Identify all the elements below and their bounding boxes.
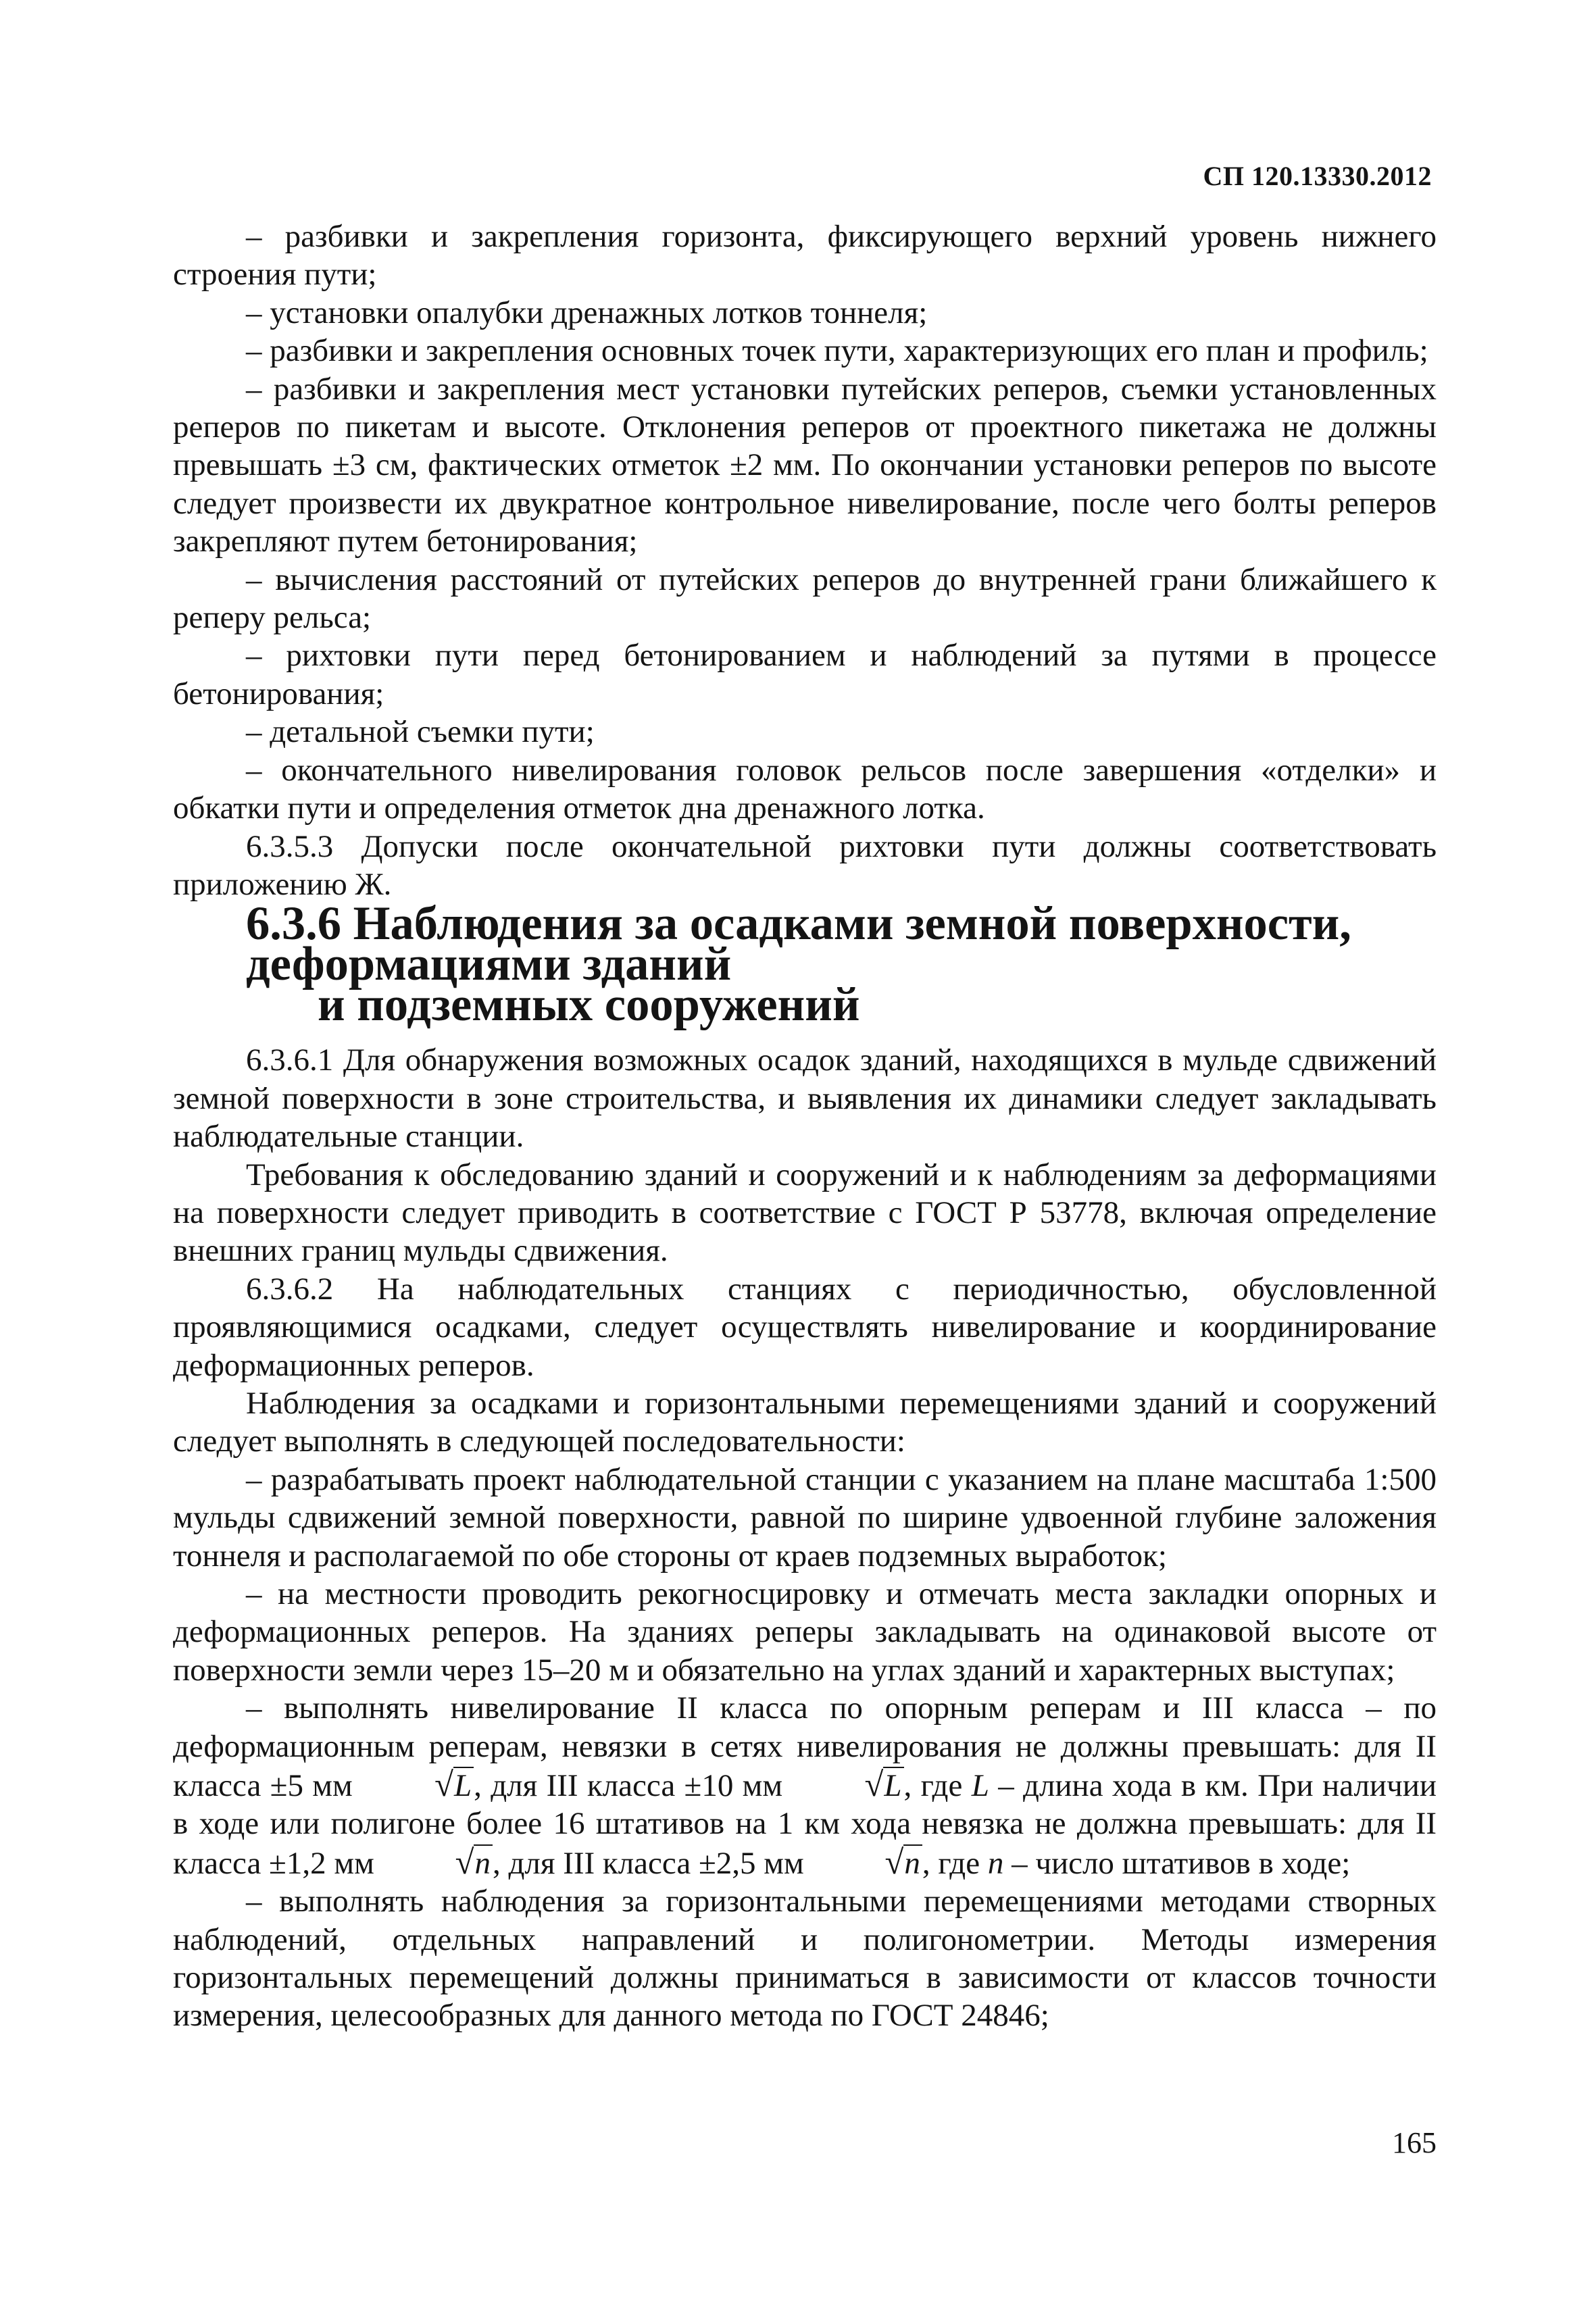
section-heading-line-2: и подземных сооружений bbox=[318, 978, 860, 1032]
text-run: , где bbox=[922, 1845, 980, 1881]
list-item: – разбивки и закрепления основных точек пути, характеризующих его план и профиль; bbox=[246, 333, 1428, 369]
list-item: – выполнять наблюдения за горизонтальными перемещениями методами створных наблюдений, отдельных направлений и полигонометрии. Методы измерения горизонтальных перемещений должны приниматься в зависимости от классов точности измерения, целесообразных для данного метода по ГОСТ 24846; bbox=[173, 1884, 1437, 2034]
text-run: , для III класса ±10 мм bbox=[474, 1768, 783, 1804]
text-run: – длина хода в км. При наличии в ходе или полигоне более 16 штативов на 1 км хода невязка не должна превышать: для II класса ±1,2 мм bbox=[173, 1768, 1437, 1881]
section-heading bbox=[173, 897, 1437, 1032]
clause-6-3-5-3: 6.3.5.3 Допуски после окончательной рихтовки пути должны соответствовать приложению Ж. bbox=[173, 828, 1437, 902]
variable-n: n bbox=[474, 1844, 493, 1881]
clause-6-3-6-1: 6.3.6.1 Для обнаружения возможных осадок зданий, находящихся в мульде сдвижений земной поверхности в зоне строительства, и выявления их динамики следует закладывать наблюдательные станции. bbox=[173, 1042, 1437, 1155]
list-item: – вычисления расстояний от путейских реперов до внутренней грани ближайшего к реперу рельса; bbox=[173, 561, 1437, 636]
text-run: – выполнять нивелирование II класса по опорным реперам и III класса – по деформационным реперам, невязки в сетях нивелирования не должны превышать: для II класса ±5 мм bbox=[173, 1690, 1437, 1804]
variable-n: n bbox=[903, 1844, 922, 1881]
radical-sign: √ bbox=[455, 1842, 474, 1881]
variable-L: L bbox=[971, 1768, 989, 1804]
text-run: , где bbox=[903, 1768, 963, 1804]
clause-6-3-6-2: 6.3.6.2 На наблюдательных станциях с периодичностью, обусловленной проявляющимися осадками, следует осуществлять нивелирование и координирование деформационных реперов. bbox=[173, 1271, 1437, 1383]
sqrt-n bbox=[382, 1843, 493, 1882]
list-item: – окончательного нивелирования головок рельсов после завершения «отделки» и обкатки пути и определения отметок дна дренажного лотка. bbox=[173, 752, 1437, 826]
text-run: – число штативов в ходе; bbox=[1012, 1845, 1351, 1881]
paragraph: Наблюдения за осадками и горизонтальными перемещениями зданий и сооружений следует выполнять в следующей последовательности: bbox=[173, 1385, 1437, 1459]
radical-sign: √ bbox=[864, 1765, 884, 1804]
variable-L: L bbox=[453, 1767, 474, 1803]
list-item: – на местности проводить рекогносцировку и отмечать места закладки опорных и деформационных реперов. На зданиях реперы закладывать на одинаковой высоте от поверхности земли через 15–20 м и обязательно на углах зданий и характерных выступах; bbox=[173, 1576, 1437, 1688]
page-number: 165 bbox=[1392, 2126, 1437, 2159]
text-run: , для III класса ±2,5 мм bbox=[492, 1845, 804, 1881]
sqrt-L bbox=[361, 1765, 474, 1805]
radical-sign: √ bbox=[884, 1842, 904, 1881]
document-code: СП 120.13330.2012 bbox=[1203, 161, 1432, 191]
levelling-requirements bbox=[173, 1689, 1437, 1882]
list-item: – разбивки и закрепления мест установки путейских реперов, съемки установленных реперов по пикетам и высоте. Отклонения реперов от проектного пикетажа не должны превышать ±3 см, фактических отметок ±2 мм. По окончании установки реперов по высоте следует произвести их двукратное контрольное нивелирование, после чего болты реперов закрепляют путем бетонирования; bbox=[173, 371, 1437, 559]
section-heading-line-1: 6.3.6 Наблюдения за осадками земной поверхности, деформациями зданий bbox=[246, 897, 1351, 991]
radical-sign: √ bbox=[434, 1765, 453, 1804]
list-item: – разрабатывать проект наблюдательной станции с указанием на плане масштаба 1:500 мульды сдвижений земной поверхности, равной по ширине удвоенной глубине заложения тоннеля и располагаемой по обе стороны от краев подземных выработок; bbox=[173, 1461, 1437, 1574]
list-item: – разбивки и закрепления горизонта, фиксирующего верхний уровень нижнего строения пути; bbox=[173, 219, 1437, 293]
sqrt-L bbox=[792, 1765, 904, 1805]
sqrt-n bbox=[812, 1843, 922, 1882]
page-body bbox=[173, 218, 1437, 2035]
variable-n: n bbox=[987, 1845, 1004, 1881]
list-item: – рихтовки пути перед бетонированием и наблюдений за путями в процессе бетонирования; bbox=[173, 638, 1437, 711]
list-item: – установки опалубки дренажных лотков тоннеля; bbox=[246, 295, 928, 330]
list-item: – детальной съемки пути; bbox=[246, 714, 595, 750]
variable-L: L bbox=[883, 1767, 903, 1803]
paragraph: Требования к обследованию зданий и сооружений и к наблюдениям за деформациями на поверхности следует приводить в соответствие с ГОСТ Р 53778, включая определение внешних границ мульды сдвижения. bbox=[173, 1157, 1437, 1269]
